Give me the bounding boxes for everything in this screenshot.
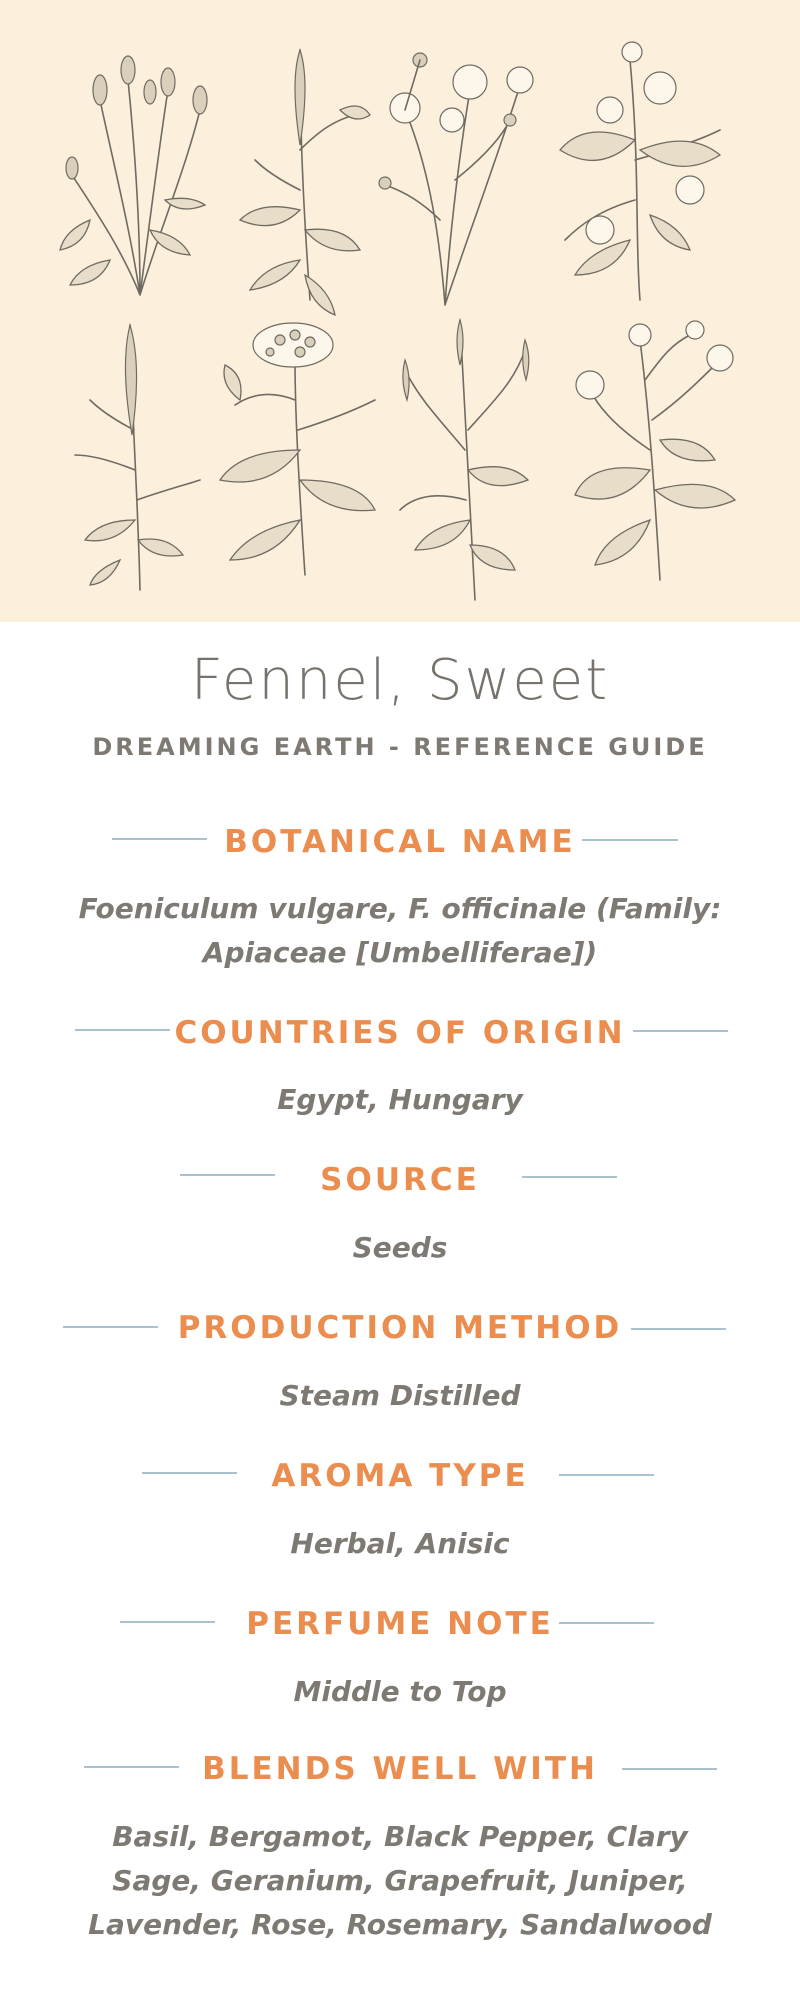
botanical-illustration-panel bbox=[0, 0, 800, 622]
yarrow-sketch bbox=[220, 323, 375, 575]
blends-well-with-value: Basil, Bergamot, Black Pepper, Clary Sage, Geranium, Grapefruit, Juniper, Lavender, Rose, Rosemary, Sandalwood bbox=[88, 1820, 712, 1941]
production-method-heading: PRODUCTION METHOD bbox=[177, 1310, 623, 1346]
source-heading: SOURCE bbox=[320, 1162, 480, 1198]
sage-sketch bbox=[240, 50, 370, 315]
heading-rule-right bbox=[582, 839, 678, 841]
botanical-name-value: Foeniculum vulgare, F. officinale (Family: Apiaceae [Umbelliferae]) bbox=[78, 892, 722, 969]
aroma-type-heading: AROMA TYPE bbox=[271, 1458, 529, 1494]
guide-subtitle: DREAMING EARTH - REFERENCE GUIDE bbox=[92, 733, 708, 761]
botanical-illustrations bbox=[0, 0, 800, 622]
heading-rule-right bbox=[522, 1176, 617, 1178]
production-method-value: Steam Distilled bbox=[279, 1379, 521, 1412]
mallow-sketch bbox=[560, 42, 720, 300]
heading-rule-right bbox=[631, 1328, 726, 1330]
oil-title: Fennel, Sweet bbox=[190, 648, 610, 713]
countries-of-origin-value: Egypt, Hungary bbox=[277, 1083, 523, 1116]
vervain-sketch bbox=[400, 320, 529, 600]
botanical-name-heading: BOTANICAL NAME bbox=[224, 824, 576, 860]
heading-rule-right bbox=[633, 1030, 728, 1032]
perfume-note-value: Middle to Top bbox=[293, 1675, 507, 1708]
lavender-sketch bbox=[60, 56, 207, 295]
heading-rule-right bbox=[622, 1768, 717, 1770]
cornflower-sketch bbox=[379, 53, 533, 305]
hyssop-sketch bbox=[75, 325, 200, 590]
celandine-sketch bbox=[575, 321, 735, 580]
heading-rule-right bbox=[559, 1622, 654, 1624]
heading-rule-right bbox=[559, 1474, 654, 1476]
countries-of-origin-heading: COUNTRIES OF ORIGIN bbox=[174, 1015, 626, 1051]
source-value: Seeds bbox=[352, 1231, 448, 1264]
blends-well-with-heading: BLENDS WELL WITH bbox=[202, 1751, 598, 1787]
perfume-note-heading: PERFUME NOTE bbox=[246, 1606, 554, 1642]
aroma-type-value: Herbal, Anisic bbox=[290, 1527, 510, 1560]
